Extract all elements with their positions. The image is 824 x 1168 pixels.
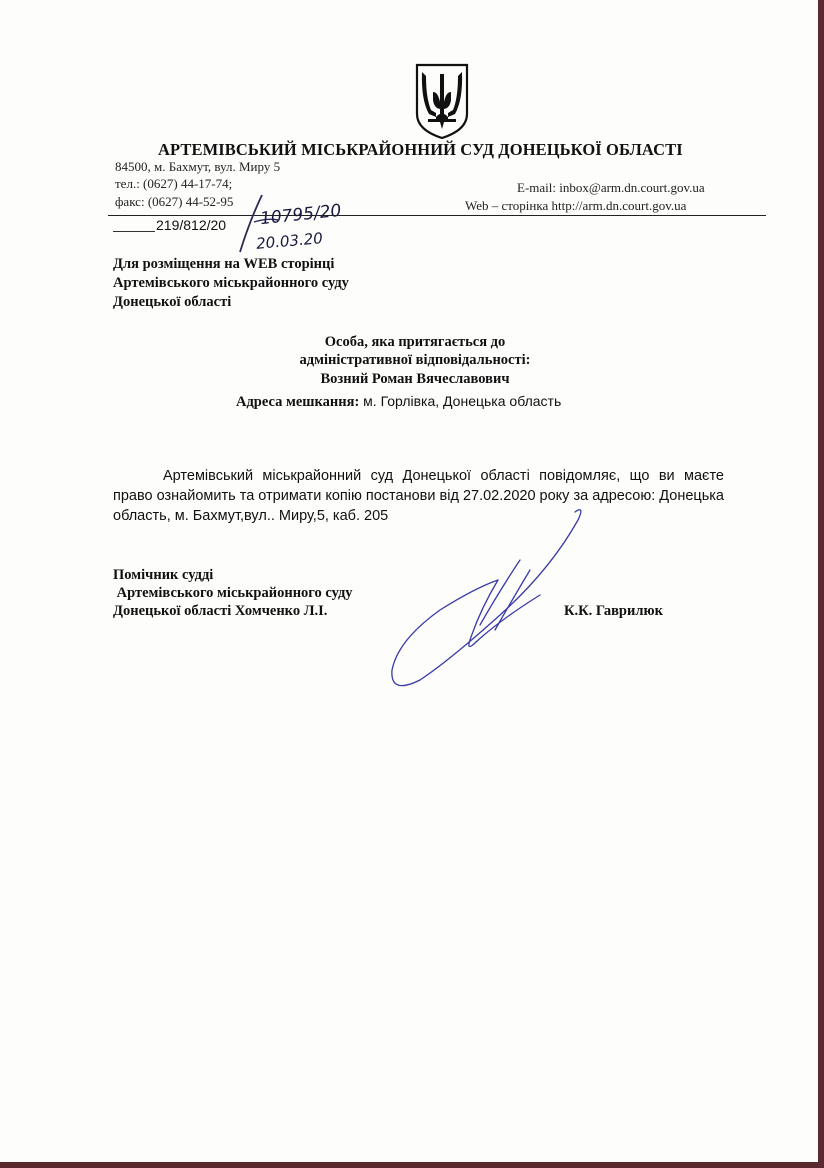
handwritten-date: 20.03.20 [255, 229, 324, 253]
person-heading-line-2: адміністративної відповідальності: [299, 352, 531, 368]
court-phone: тел.: (0627) 44-17-74; [115, 176, 233, 191]
scan-edge-bottom [0, 1162, 824, 1168]
handwritten-signature-icon [380, 500, 590, 695]
registration-number: 219/812/20 [156, 217, 227, 233]
court-address: 84500, м. Бахмут, вул. Миру 5 [115, 159, 281, 174]
signature-block [113, 566, 353, 620]
court-fax: факс: (0627) 44-52-95 [115, 194, 234, 209]
address-label: Адреса мешкання: [236, 394, 360, 410]
header-divider [108, 215, 766, 216]
person-name: Возний Роман Вячеславович [320, 371, 510, 387]
address-value: м. Горлівка, Донецька область [359, 393, 562, 409]
trident-coat-of-arms-icon [414, 62, 470, 140]
person-address [236, 393, 561, 411]
signer-position-line-1: Помічник судді [113, 567, 214, 583]
signer-position-line-2: Артемівського міськрайонного суду [113, 585, 353, 601]
notice-paragraph: Артемівський міськрайонний суд Донецької області повідомляє, що ви маєте право ознайомить та отримати копію постанови від 27.02.2020 року за адресою: Донецька область, м. Бахмут,вул.. Миру,5, каб. 205 [113, 468, 724, 524]
person-heading-line-1: Особа, яка притягається до [324, 334, 506, 350]
signer-position-line-3: Донецької області Хомченко Л.І. [113, 603, 328, 619]
signer-name: К.К. Гаврилюк [564, 603, 663, 619]
scan-edge-right [818, 0, 824, 1168]
recipient-line-1: Для розміщення на WEB сторінці [113, 256, 335, 272]
court-website: Web – сторінка http://arm.dn.court.gov.ua [465, 198, 687, 213]
court-name: АРТЕМІВСЬКИЙ МІСЬКРАЙОННИЙ СУД ДОНЕЦЬКОЇ ОБЛАСТІ [158, 140, 683, 159]
registration-underline [113, 231, 155, 232]
handwritten-registration-number: 10795/20 [259, 200, 343, 230]
recipient-line-2: Артемівського міськрайонного суду [113, 275, 349, 291]
court-email: E-mail: inbox@arm.dn.court.gov.ua [517, 180, 705, 195]
recipient-line-3: Донецької області [113, 294, 232, 310]
